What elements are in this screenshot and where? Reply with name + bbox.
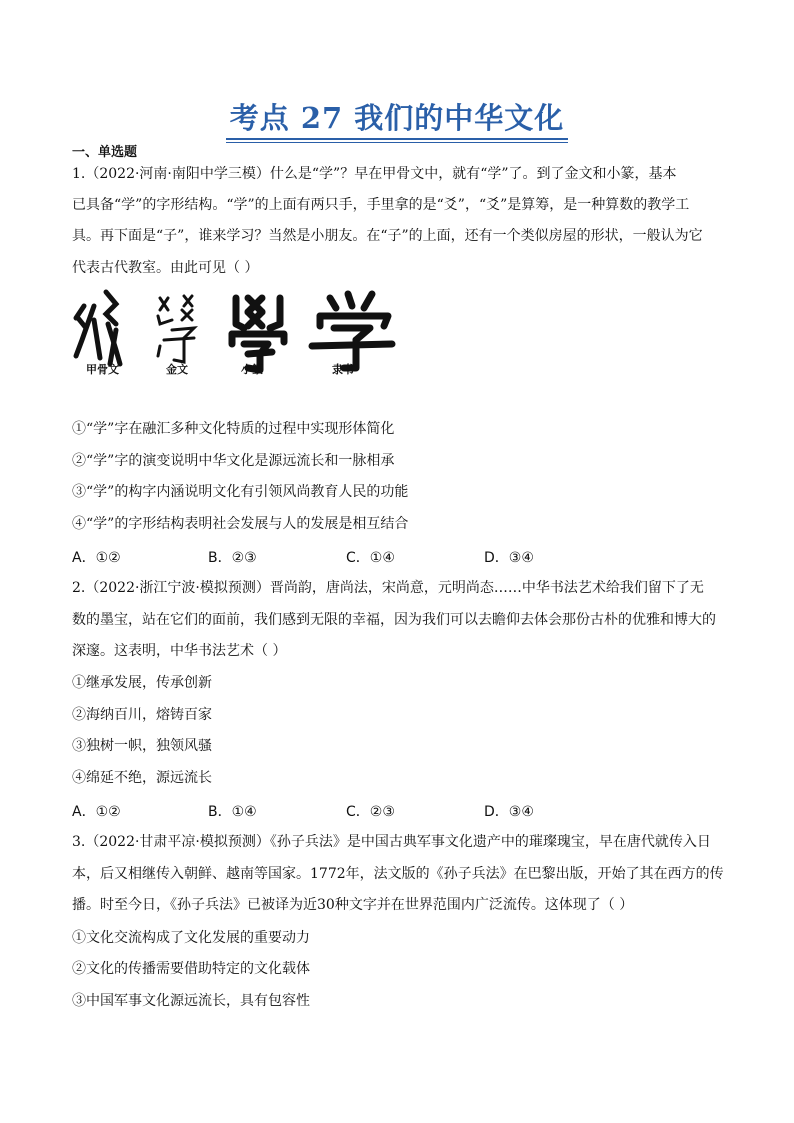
q3-text-line: 3.（2022·甘肃平凉·模拟预测）《孙子兵法》是中国古典军事文化遗产中的璀璨瑰宝，早在唐代就传入日 xyxy=(72,834,711,850)
q3-statement: ③中国军事文化源远流长，具有包容性 xyxy=(72,993,310,1009)
q2-option-d: D．③④ xyxy=(484,804,534,820)
q1-option-b: B．②③ xyxy=(208,550,257,566)
oracle-bone-glyph xyxy=(76,292,120,364)
bronze-glyph xyxy=(158,296,194,362)
q3-text-line: 本，后又相继传入朝鲜、越南等国家。1772年，法文版的《孙子兵法》在巴黎出版，开始了其在西方的传 xyxy=(72,866,724,882)
q2-option-c: C．②③ xyxy=(346,804,395,820)
q1-option-c: C．①④ xyxy=(346,550,395,566)
q1-option-d: D．③④ xyxy=(484,550,534,566)
q2-option-a: A．①② xyxy=(72,804,121,820)
q1-option-a: A．①② xyxy=(72,550,121,566)
q1-statement: ②“学”字的演变说明中华文化是源远流长和一脉相承 xyxy=(72,453,395,469)
small-seal-glyph xyxy=(232,298,284,370)
section-heading: 一、单选题 xyxy=(72,145,138,160)
caption-bronze: 金文 xyxy=(166,363,188,376)
q1-statement: ①“学”字在融汇多种文化特质的过程中实现形体简化 xyxy=(72,421,395,437)
clerical-glyph xyxy=(312,294,392,368)
caption-clerical: 隶书 xyxy=(332,363,354,376)
page-title xyxy=(0,96,794,140)
q3-statement: ②文化的传播需要借助特定的文化载体 xyxy=(72,961,310,977)
q2-text-line: 数的墨宝，站在它们的面前，我们感到无限的幸福，因为我们可以去瞻仰去体会那份古朴的优雅和博大的 xyxy=(72,612,716,628)
q1-text-line: 具。再下面是“子”，谁来学习？当然是小朋友。在“子”的上面，还有一个类似房屋的形状，一般认为它 xyxy=(72,228,703,244)
q1-statement: ③“学”的构字内涵说明文化有引领风尚教育人民的功能 xyxy=(72,484,409,500)
title-text: 考点 27 我们的中华文化 xyxy=(226,96,569,140)
q1-text-line: 代表古代教室。由此可见（ ） xyxy=(72,260,259,276)
q1-text-line: 已具备“学”的字形结构。“学”的上面有两只手，手里拿的是“爻”，“爻”是算筹，是一种算数的教学工 xyxy=(72,197,690,213)
q2-text-line: 深邃。这表明，中华书法艺术（ ） xyxy=(72,643,287,659)
caption-oracle-bone: 甲骨文 xyxy=(86,363,119,376)
q1-text-line: 1.（2022·河南·南阳中学三模）什么是“学”？早在甲骨文中，就有“学”了。到了金文和小篆，基本 xyxy=(72,166,677,182)
caption-small-seal: 小篆 xyxy=(241,363,263,376)
q2-option-b: B．①④ xyxy=(208,804,257,820)
q2-statement: ②海纳百川，熔铸百家 xyxy=(72,707,212,723)
q3-statement: ①文化交流构成了文化发展的重要动力 xyxy=(72,930,310,946)
q2-statement: ③独树一帜，独领风骚 xyxy=(72,738,212,754)
q2-statement: ④绵延不绝，源远流长 xyxy=(72,770,212,786)
q3-text-line: 播。时至今日，《孙子兵法》已被译为近30种文字并在世界范围内广泛流传。这体现了（ ） xyxy=(72,897,634,913)
q1-statement: ④“学”的字形结构表明社会发展与人的发展是相互结合 xyxy=(72,516,409,532)
q2-statement: ①继承发展，传承创新 xyxy=(72,675,212,691)
q2-text-line: 2.（2022·浙江宁波·模拟预测）晋尚韵，唐尚法，宋尚意，元明尚态……中华书法艺术给我们留下了无 xyxy=(72,580,704,596)
